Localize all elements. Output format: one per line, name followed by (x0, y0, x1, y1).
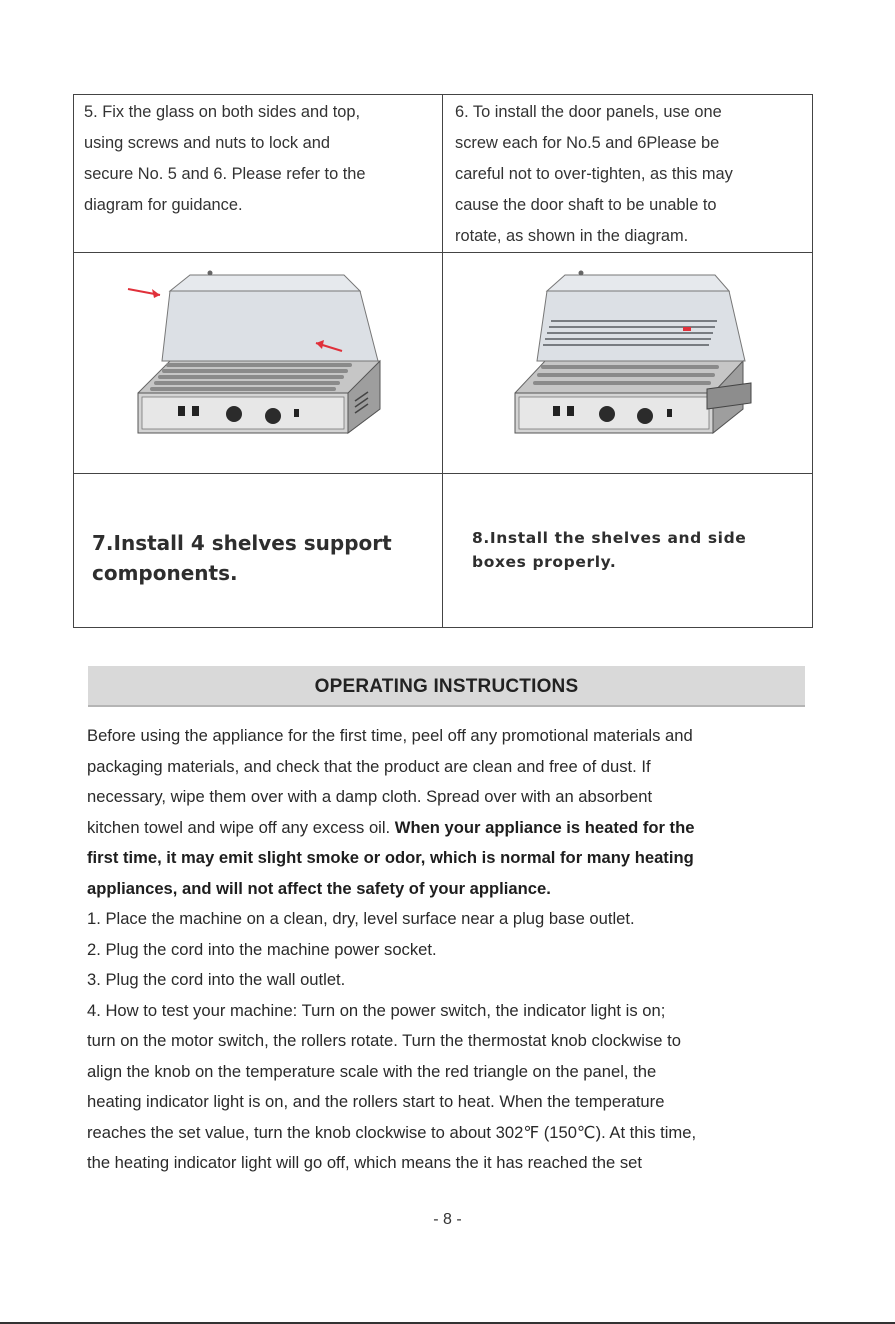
step-6-illustration-cell (443, 253, 813, 474)
roller-grill-glass-install-illustration (110, 261, 420, 466)
step-8-cell (443, 474, 813, 628)
numbered-line: turn on the motor switch, the rollers rotate. Turn the thermostat knob clockwise to (87, 1031, 681, 1050)
numbered-line: 2. Plug the cord into the machine power socket. (87, 939, 437, 959)
body-line-bold (87, 874, 817, 905)
step-5-line: secure No. 5 and 6. Please refer to the (84, 165, 366, 183)
step-7-text (92, 528, 392, 588)
step-6-line: rotate, as shown in the diagram. (455, 227, 689, 245)
step-6-line: cause the door shaft to be unable to (455, 196, 717, 214)
step-6-text (443, 95, 812, 252)
step-7-line: 7.Install 4 shelves support (92, 531, 392, 555)
section-heading-bar (88, 666, 805, 707)
body-line-bold: When your appliance is heated for the (394, 817, 695, 837)
step-6-line: screw each for No.5 and 6Please be (455, 134, 720, 152)
body-line-plain: kitchen towel and wipe off any excess oil. (87, 817, 395, 837)
step-8-text (472, 526, 746, 574)
installation-steps-table (73, 94, 813, 628)
operating-instructions-body (87, 721, 817, 1179)
page-number: - 8 - (433, 1211, 462, 1228)
step-6-line: 6. To install the door panels, use one (455, 103, 722, 121)
bold-text: first time, it may emit slight smoke or odor, which is normal for many heating (87, 848, 694, 867)
numbered-line: heating indicator light is on, and the rollers start to heat. When the temperature (87, 1092, 665, 1111)
numbered-line: align the knob on the temperature scale with the red triangle on the panel, the (87, 1061, 657, 1081)
numbered-line: 3. Plug the cord into the wall outlet. (87, 970, 346, 989)
numbered-line: reaches the set value, turn the knob clockwise to about 302℉ (150℃). At this time, (87, 1122, 697, 1142)
body-line (87, 813, 817, 844)
body-line: packaging materials, and check that the product are clean and free of dust. If (87, 756, 651, 776)
step-6-cell (443, 95, 813, 253)
step-5-line: diagram for guidance. (84, 196, 243, 214)
numbered-line: the heating indicator light will go off, which means the it has reached the set (87, 1153, 642, 1172)
step-8-line: 8.Install the shelves and side (472, 529, 747, 547)
section-title: OPERATING INSTRUCTIONS (314, 676, 579, 697)
step-5-line: using screws and nuts to lock and (84, 134, 330, 152)
step-5-text (74, 95, 442, 221)
step-5-line: 5. Fix the glass on both sides and top, (84, 103, 361, 121)
roller-grill-door-install-illustration (507, 261, 767, 466)
step-6-line: careful not to over-tighten, as this may (455, 165, 733, 183)
numbered-line: 1. Place the machine on a clean, dry, level surface near a plug base outlet. (87, 909, 635, 928)
numbered-line: 4. How to test your machine: Turn on the power switch, the indicator light is on; (87, 1000, 666, 1020)
body-line-bold (87, 843, 817, 874)
body-line: Before using the appliance for the first time, peel off any promotional materials and (87, 726, 693, 745)
step-8-line: boxes properly. (472, 553, 617, 571)
step-5-cell (74, 95, 443, 253)
step-7-cell (74, 474, 443, 628)
body-line: necessary, wipe them over with a damp cloth. Spread over with an absorbent (87, 787, 653, 806)
bold-text: appliances, and will not affect the safety of your appliance. (87, 878, 551, 898)
step-7-line: components. (92, 561, 238, 585)
step-5-illustration-cell (74, 253, 443, 474)
